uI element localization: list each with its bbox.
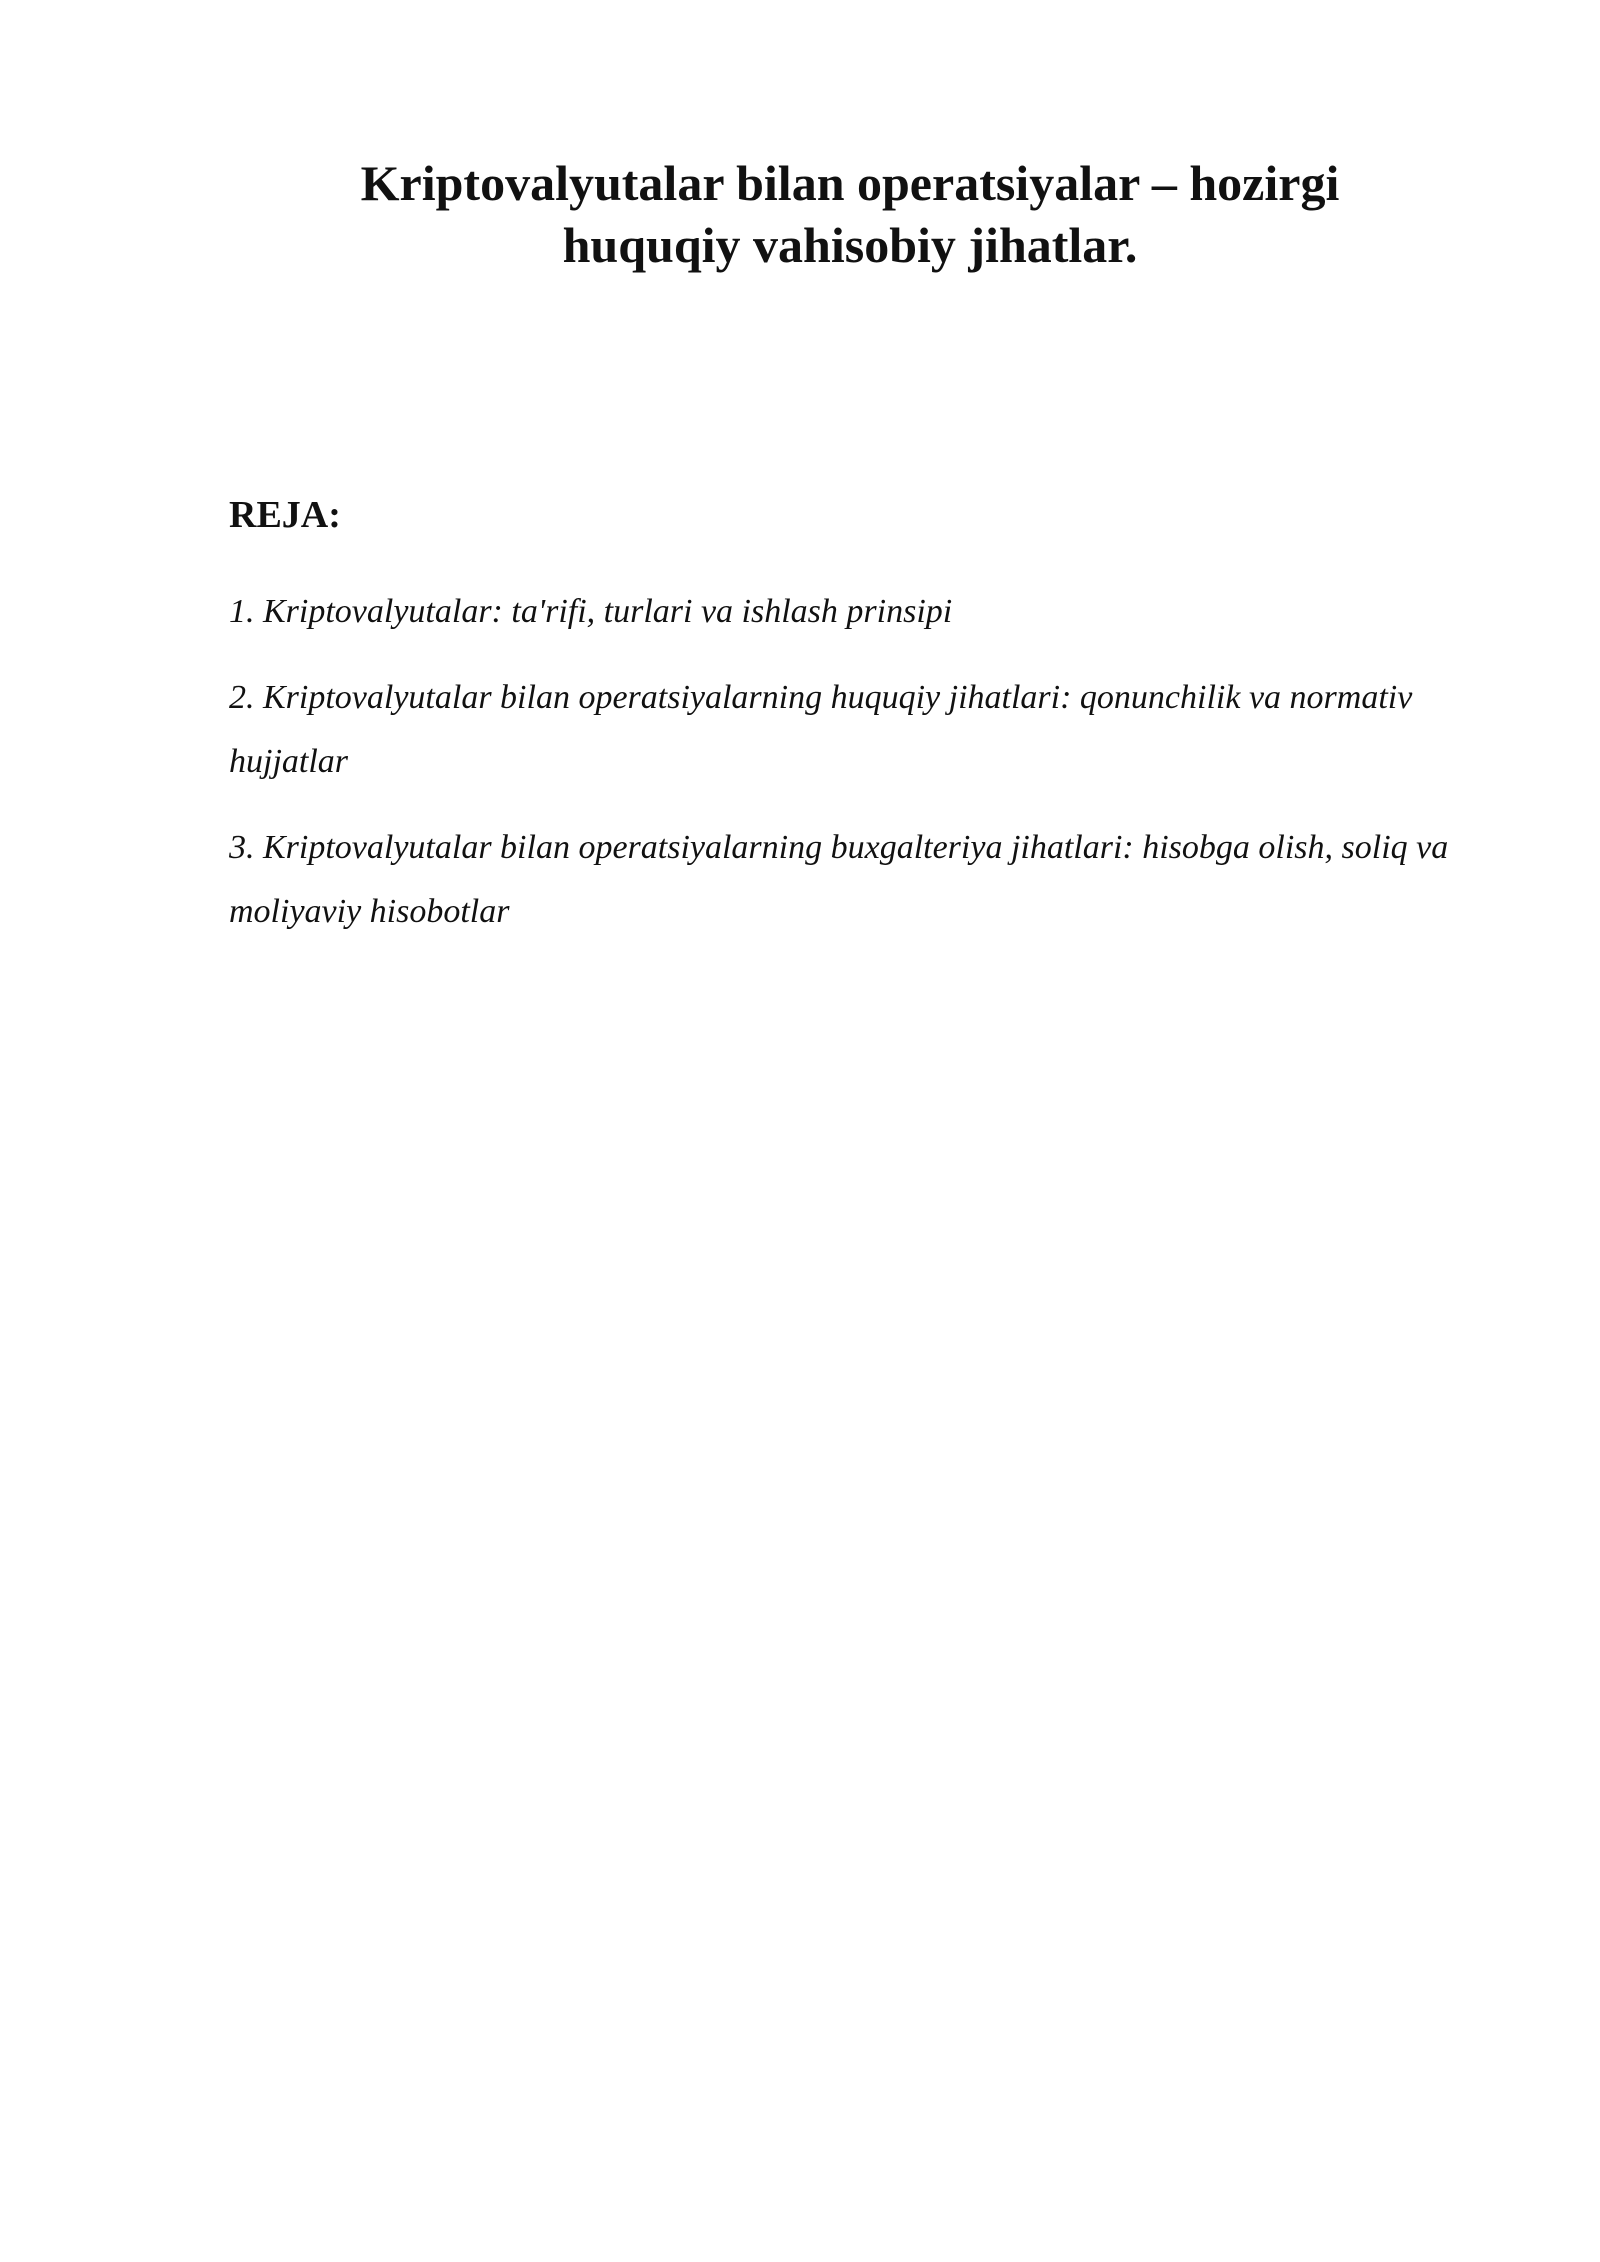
plan-list — [229, 580, 1469, 966]
plan-item: 1. Kriptovalyutalar: ta'rifi, turlari va ishlash prinsipi — [229, 593, 953, 630]
plan-heading: REJA: — [229, 494, 341, 536]
plan-item: 2. Kriptovalyutalar bilan operatsiyalarning huquqiy jihatlari: qonunchilik va normativ hujjatlar — [229, 679, 1413, 780]
title-line-1: Kriptovalyutalar bilan operatsiyalar – hozirgi — [360, 155, 1340, 211]
document-title — [300, 152, 1400, 276]
plan-item: 3. Kriptovalyutalar bilan operatsiyalarning buxgalteriya jihatlari: hisobga olish, soliq va moliyaviy hisobotlar — [229, 829, 1449, 930]
title-line-2: huquqiy vahisobiy jihatlar. — [562, 217, 1138, 273]
